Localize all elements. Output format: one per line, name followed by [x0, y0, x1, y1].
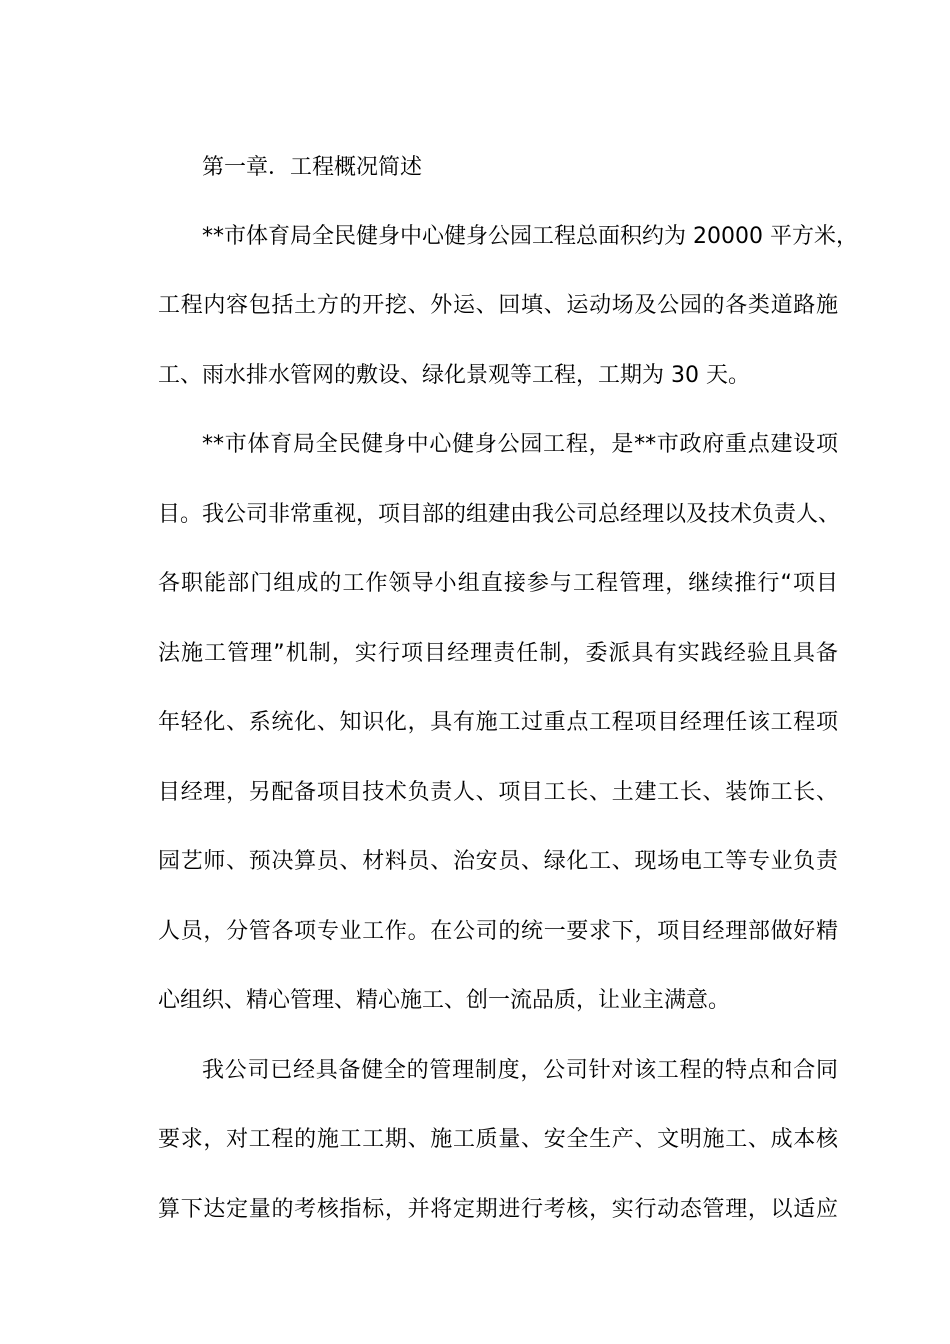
paragraph-2-line-4: 法施工管理”机制，实行项目经理责任制，委派具有实践经验且具备	[158, 641, 838, 666]
chapter-title: 第一章．工程概况简述	[202, 155, 423, 180]
paragraph-2-line-9: 心组织、精心管理、精心施工、创一流品质，让业主满意。	[158, 988, 731, 1013]
paragraph-1-line-1: **市体育局全民健身中心健身公园工程总面积约为 20000 平方米，	[202, 224, 858, 249]
paragraph-2-line-5: 年轻化、系统化、知识化，具有施工过重点工程项目经理任该工程项	[158, 710, 838, 735]
paragraph-3-line-2: 要求，对工程的施工工期、施工质量、安全生产、文明施工、成本核	[158, 1127, 838, 1152]
paragraph-1-line-3: 工、雨水排水管网的敷设、绿化景观等工程，工期为 30 天。	[158, 363, 750, 388]
paragraph-2-line-8: 人员，分管各项专业工作。在公司的统一要求下，项目经理部做好精	[158, 919, 838, 944]
paragraph-2-line-2: 目。我公司非常重视，项目部的组建由我公司总经理以及技术负责人、	[158, 502, 841, 527]
paragraph-2-line-7: 园艺师、预决算员、材料员、治安员、绿化工、现场电工等专业负责	[158, 849, 838, 874]
paragraph-3-line-1: 我公司已经具备健全的管理制度，公司针对该工程的特点和合同	[202, 1058, 838, 1083]
paragraph-1-line-2: 工程内容包括土方的开挖、外运、回填、运动场及公园的各类道路施	[158, 293, 838, 318]
paragraph-2-line-6: 目经理，另配备项目技术负责人、项目工长、土建工长、装饰工长、	[158, 780, 838, 805]
paragraph-2-line-1: **市体育局全民健身中心健身公园工程，是**市政府重点建设项	[202, 432, 838, 457]
paragraph-3-line-3: 算下达定量的考核指标，并将定期进行考核，实行动态管理，以适应	[158, 1197, 838, 1222]
paragraph-2-line-3: 各职能部门组成的工作领导小组直接参与工程管理，继续推行“项目	[158, 571, 838, 596]
